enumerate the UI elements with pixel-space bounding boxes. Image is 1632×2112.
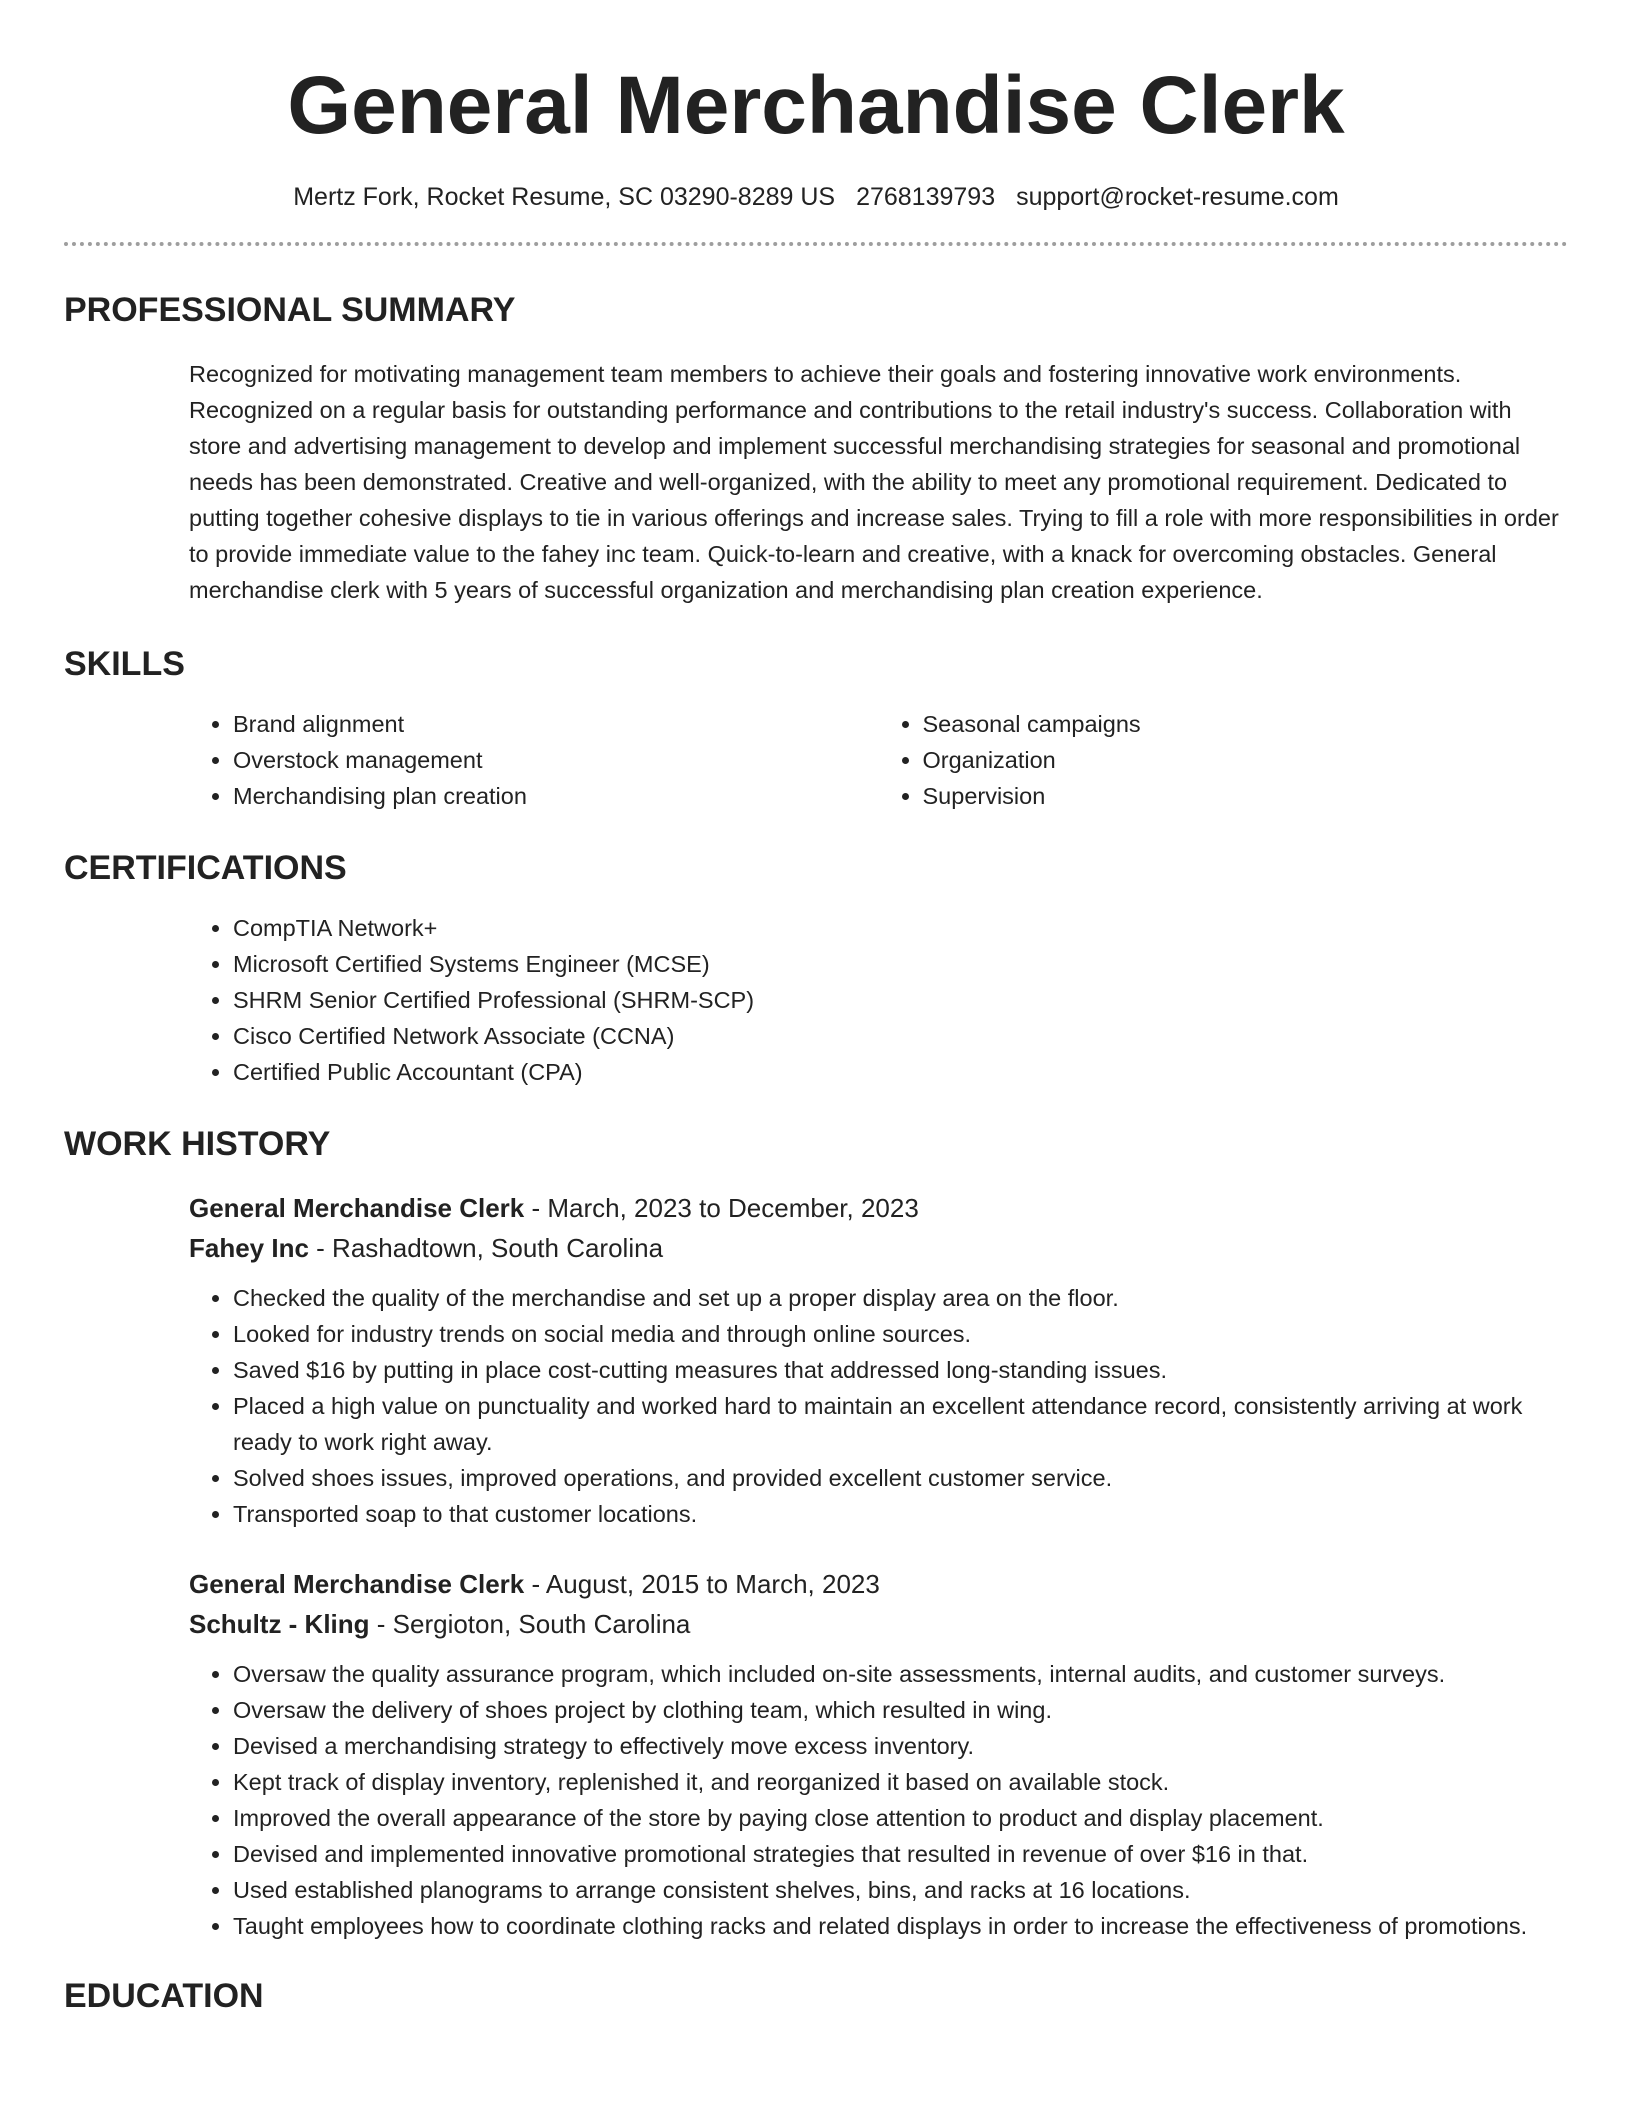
job-role: General Merchandise Clerk bbox=[189, 1193, 525, 1223]
section-title-certifications: CERTIFICATIONS bbox=[64, 849, 347, 887]
skill-item: • Brand alignment bbox=[233, 706, 879, 742]
job-title-line bbox=[189, 1188, 1568, 1228]
header-divider bbox=[64, 242, 1568, 246]
job-location: - Sergioton, South Carolina bbox=[369, 1609, 691, 1639]
job-entry bbox=[64, 1564, 1568, 1944]
job-bullet: • Placed a high value on punctuality and worked hard to maintain an excellent attendance record, consistently arriving at work ready to work right away. bbox=[233, 1388, 1568, 1460]
contact-line bbox=[64, 180, 1568, 214]
section-education bbox=[64, 1974, 1568, 2018]
job-bullet: • Solved shoes issues, improved operations, and provided excellent customer service. bbox=[233, 1460, 1568, 1496]
section-certifications bbox=[64, 846, 1568, 1090]
certification-item: • Microsoft Certified Systems Engineer (MCSE) bbox=[233, 946, 1568, 982]
job-bullet: • Saved $16 by putting in place cost-cutting measures that addressed long-standing issues. bbox=[233, 1352, 1568, 1388]
job-bullet: • Improved the overall appearance of the store by paying close attention to product and display placement. bbox=[233, 1800, 1568, 1836]
summary-text: Recognized for motivating management team members to achieve their goals and fostering innovative work environments. Recognized on a regular basis for outstanding performance and contributions to the retail industry's success. Collaboration with store and advertising management to develop and implement successful merchandising strategies for seasonal and promotional needs has been demonstrated. Creative and well-organized, with the ability to meet any promotional requirement. Dedicated to putting together cohesive displays to tie in various offerings and increase sales. Trying to fill a role with more responsibilities in order to provide immediate value to the fahey inc team. Quick-to-learn and creative, with a knack for overcoming obstacles. General merchandise clerk with 5 years of successful organization and merchandising plan creation experience. bbox=[189, 361, 1559, 603]
certification-item: • CompTIA Network+ bbox=[233, 910, 1568, 946]
section-title-summary: PROFESSIONAL SUMMARY bbox=[64, 291, 516, 329]
skills-grid bbox=[189, 706, 1568, 814]
job-bullets bbox=[189, 1280, 1568, 1532]
section-work-history bbox=[64, 1122, 1568, 1944]
skill-item: • Overstock management bbox=[233, 742, 879, 778]
job-company-line bbox=[189, 1228, 1568, 1268]
contact-email: support@rocket-resume.com bbox=[1016, 183, 1339, 211]
skill-item: • Organization bbox=[923, 742, 1569, 778]
job-title-line bbox=[189, 1564, 1568, 1604]
contact-address: Mertz Fork, Rocket Resume, SC 03290-8289 US bbox=[293, 183, 836, 211]
section-skills bbox=[64, 642, 1568, 814]
job-bullet: • Oversaw the delivery of shoes project by clothing team, which resulted in wing. bbox=[233, 1692, 1568, 1728]
job-dates: - March, 2023 to December, 2023 bbox=[524, 1193, 919, 1223]
job-bullets bbox=[189, 1656, 1568, 1944]
certification-item: • SHRM Senior Certified Professional (SHRM-SCP) bbox=[233, 982, 1568, 1018]
section-title-skills: SKILLS bbox=[64, 645, 185, 683]
job-company: Schultz - Kling bbox=[189, 1609, 370, 1639]
job-location: - Rashadtown, South Carolina bbox=[308, 1233, 664, 1263]
job-role: General Merchandise Clerk bbox=[189, 1569, 525, 1599]
job-company: Fahey Inc bbox=[189, 1233, 309, 1263]
skill-item: • Supervision bbox=[923, 778, 1569, 814]
certification-item: • Cisco Certified Network Associate (CCNA) bbox=[233, 1018, 1568, 1054]
job-bullet: • Checked the quality of the merchandise and set up a proper display area on the floor. bbox=[233, 1280, 1568, 1316]
candidate-name: General Merchandise Clerk bbox=[287, 60, 1345, 151]
job-bullet: • Taught employees how to coordinate clothing racks and related displays in order to increase the effectiveness of promotions. bbox=[233, 1908, 1568, 1944]
job-bullet: • Devised a merchandising strategy to effectively move excess inventory. bbox=[233, 1728, 1568, 1764]
job-bullet: • Transported soap to that customer locations. bbox=[233, 1496, 1568, 1532]
job-company-line bbox=[189, 1604, 1568, 1644]
job-bullet: • Looked for industry trends on social media and through online sources. bbox=[233, 1316, 1568, 1352]
job-bullet: • Used established planograms to arrange consistent shelves, bins, and racks at 16 locations. bbox=[233, 1872, 1568, 1908]
skill-item: • Merchandising plan creation bbox=[233, 778, 879, 814]
skill-item: • Seasonal campaigns bbox=[923, 706, 1569, 742]
certifications-list bbox=[189, 910, 1568, 1090]
job-bullet: • Kept track of display inventory, replenished it, and reorganized it based on available stock. bbox=[233, 1764, 1568, 1800]
certification-item: • Certified Public Accountant (CPA) bbox=[233, 1054, 1568, 1090]
job-bullet: • Devised and implemented innovative promotional strategies that resulted in revenue of over $16 in that. bbox=[233, 1836, 1568, 1872]
section-summary bbox=[64, 288, 1568, 608]
section-title-work-history: WORK HISTORY bbox=[64, 1125, 331, 1163]
skills-column-right bbox=[879, 706, 1569, 814]
job-entry bbox=[64, 1188, 1568, 1532]
job-bullet: • Oversaw the quality assurance program, which included on-site assessments, internal audits, and customer surveys. bbox=[233, 1656, 1568, 1692]
section-title-education: EDUCATION bbox=[64, 1977, 264, 2015]
contact-phone: 2768139793 bbox=[856, 183, 996, 211]
skills-column-left bbox=[189, 706, 879, 814]
job-dates: - August, 2015 to March, 2023 bbox=[524, 1569, 880, 1599]
